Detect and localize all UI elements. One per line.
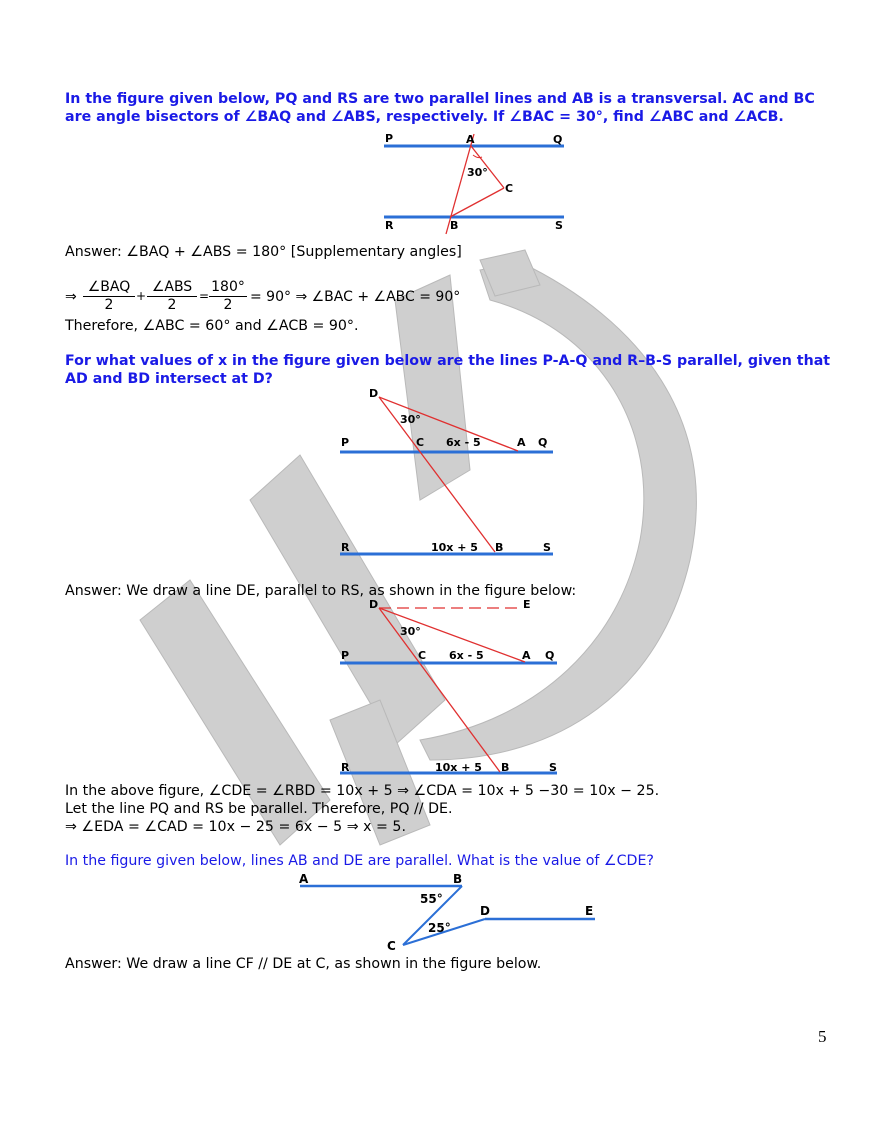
fig3-label-E: E — [523, 598, 531, 611]
fig1-label-angle: 30° — [467, 166, 488, 179]
fig2-label-D: D — [369, 387, 379, 400]
fig1-label-P: P — [385, 132, 394, 145]
fig2-label-B: B — [495, 541, 504, 554]
fig2-label-bottom-expr: 10x + 5 — [431, 541, 478, 554]
q2-answer-line-3: Let the line PQ and RS be parallel. Therefore, PQ // DE. — [65, 801, 453, 817]
fig1-label-C: C — [505, 182, 514, 195]
q2-answer-line-2: In the above figure, ∠CDE = ∠RBD = 10x + 5 ⇒ ∠CDA = 10x + 5 −30 = 10x − 25. — [65, 783, 660, 799]
fig2-label-C: C — [416, 436, 425, 449]
fig3-label-angle: 30° — [400, 625, 421, 638]
q1-math-tail: = 90° ⇒ ∠BAC + ∠ABC = 90° — [250, 289, 461, 305]
fig4-label-D: D — [480, 904, 490, 918]
fig3-label-C: C — [418, 649, 427, 662]
fig4-label-E: E — [585, 904, 594, 918]
fraction-denominator: 2 — [223, 297, 233, 313]
fraction-numerator: 180° — [209, 279, 247, 297]
fraction-numerator: ∠BAQ — [83, 279, 135, 297]
fig2-label-S: S — [543, 541, 551, 554]
fig4-label-angle-25: 25° — [428, 921, 451, 935]
fig1-label-S: S — [555, 219, 563, 232]
fig3-label-top-expr: 6x - 5 — [449, 649, 484, 662]
fig1-label-B: B — [450, 219, 459, 232]
q3-answer-line-1: Answer: We draw a line CF // DE at C, as shown in the figure below. — [65, 956, 542, 972]
fig2-label-P: P — [341, 436, 350, 449]
question-3: In the figure given below, lines AB and DE are parallel. What is the value of ∠CDE? — [65, 853, 654, 869]
fig3-label-Q: Q — [545, 649, 555, 662]
figure-1-parallel-lines-bisectors — [370, 130, 570, 235]
q2-answer-line-1: Answer: We draw a line DE, parallel to RS, as shown in the figure below: — [65, 583, 577, 599]
fig2-label-top-expr: 6x - 5 — [446, 436, 481, 449]
fraction-numerator: ∠ABS — [147, 279, 197, 297]
question-1: In the figure given below, PQ and RS are two parallel lines and AB is a transversal. AC and BC are angle bisectors of ∠BAQ and ∠ABS, respectively. If ∠BAC = 30°, find ∠ABC and ∠ACB. — [65, 91, 815, 125]
fig2-label-angle: 30° — [400, 413, 421, 426]
fig2-label-A: A — [517, 436, 526, 449]
fig1-label-A: A — [466, 133, 475, 146]
fig2-label-Q: Q — [538, 436, 548, 449]
q1-plus: + — [136, 289, 147, 303]
figure-4-parallel-AB-DE — [295, 868, 600, 958]
fig4-label-C: C — [387, 939, 396, 953]
q1-fraction-baq — [83, 279, 135, 314]
fig3-label-R: R — [341, 761, 350, 774]
fig4-label-A: A — [299, 872, 309, 886]
q2-answer-line-4: ⇒ ∠EDA = ∠CAD = 10x − 25 = 6x − 5 ⇒ x = 5. — [65, 819, 406, 835]
figure-3-transversal-with-DE — [335, 595, 560, 780]
q1-fraction-180 — [209, 279, 247, 314]
q1-equals: = — [199, 289, 210, 303]
fig3-label-P: P — [341, 649, 350, 662]
fig1-label-Q: Q — [553, 133, 563, 146]
fig3-label-S: S — [549, 761, 557, 774]
fig4-label-angle-55: 55° — [420, 892, 443, 906]
fig3-label-D: D — [369, 598, 379, 611]
figure-2-transversal — [335, 385, 560, 560]
fig4-label-B: B — [453, 872, 463, 886]
q1-implies: ⇒ — [65, 289, 77, 305]
q1-answer-line-3: Therefore, ∠ABC = 60° and ∠ACB = 90°. — [65, 318, 359, 334]
question-2: For what values of x in the figure given below are the lines P-A-Q and R–B-S parallel, given that AD and BD intersect at D? — [65, 353, 831, 387]
fig3-label-A: A — [522, 649, 531, 662]
fig3-label-B: B — [501, 761, 510, 774]
fig2-label-R: R — [341, 541, 350, 554]
fraction-denominator: 2 — [104, 297, 114, 313]
fig3-label-bottom-expr: 10x + 5 — [435, 761, 482, 774]
q1-answer-line-1: Answer: ∠BAQ + ∠ABS = 180° [Supplementary angles] — [65, 244, 462, 260]
fraction-denominator: 2 — [167, 297, 177, 313]
page-number: 5 — [818, 1027, 827, 1046]
q1-fraction-abs — [147, 279, 197, 314]
fig1-label-R: R — [385, 219, 394, 232]
